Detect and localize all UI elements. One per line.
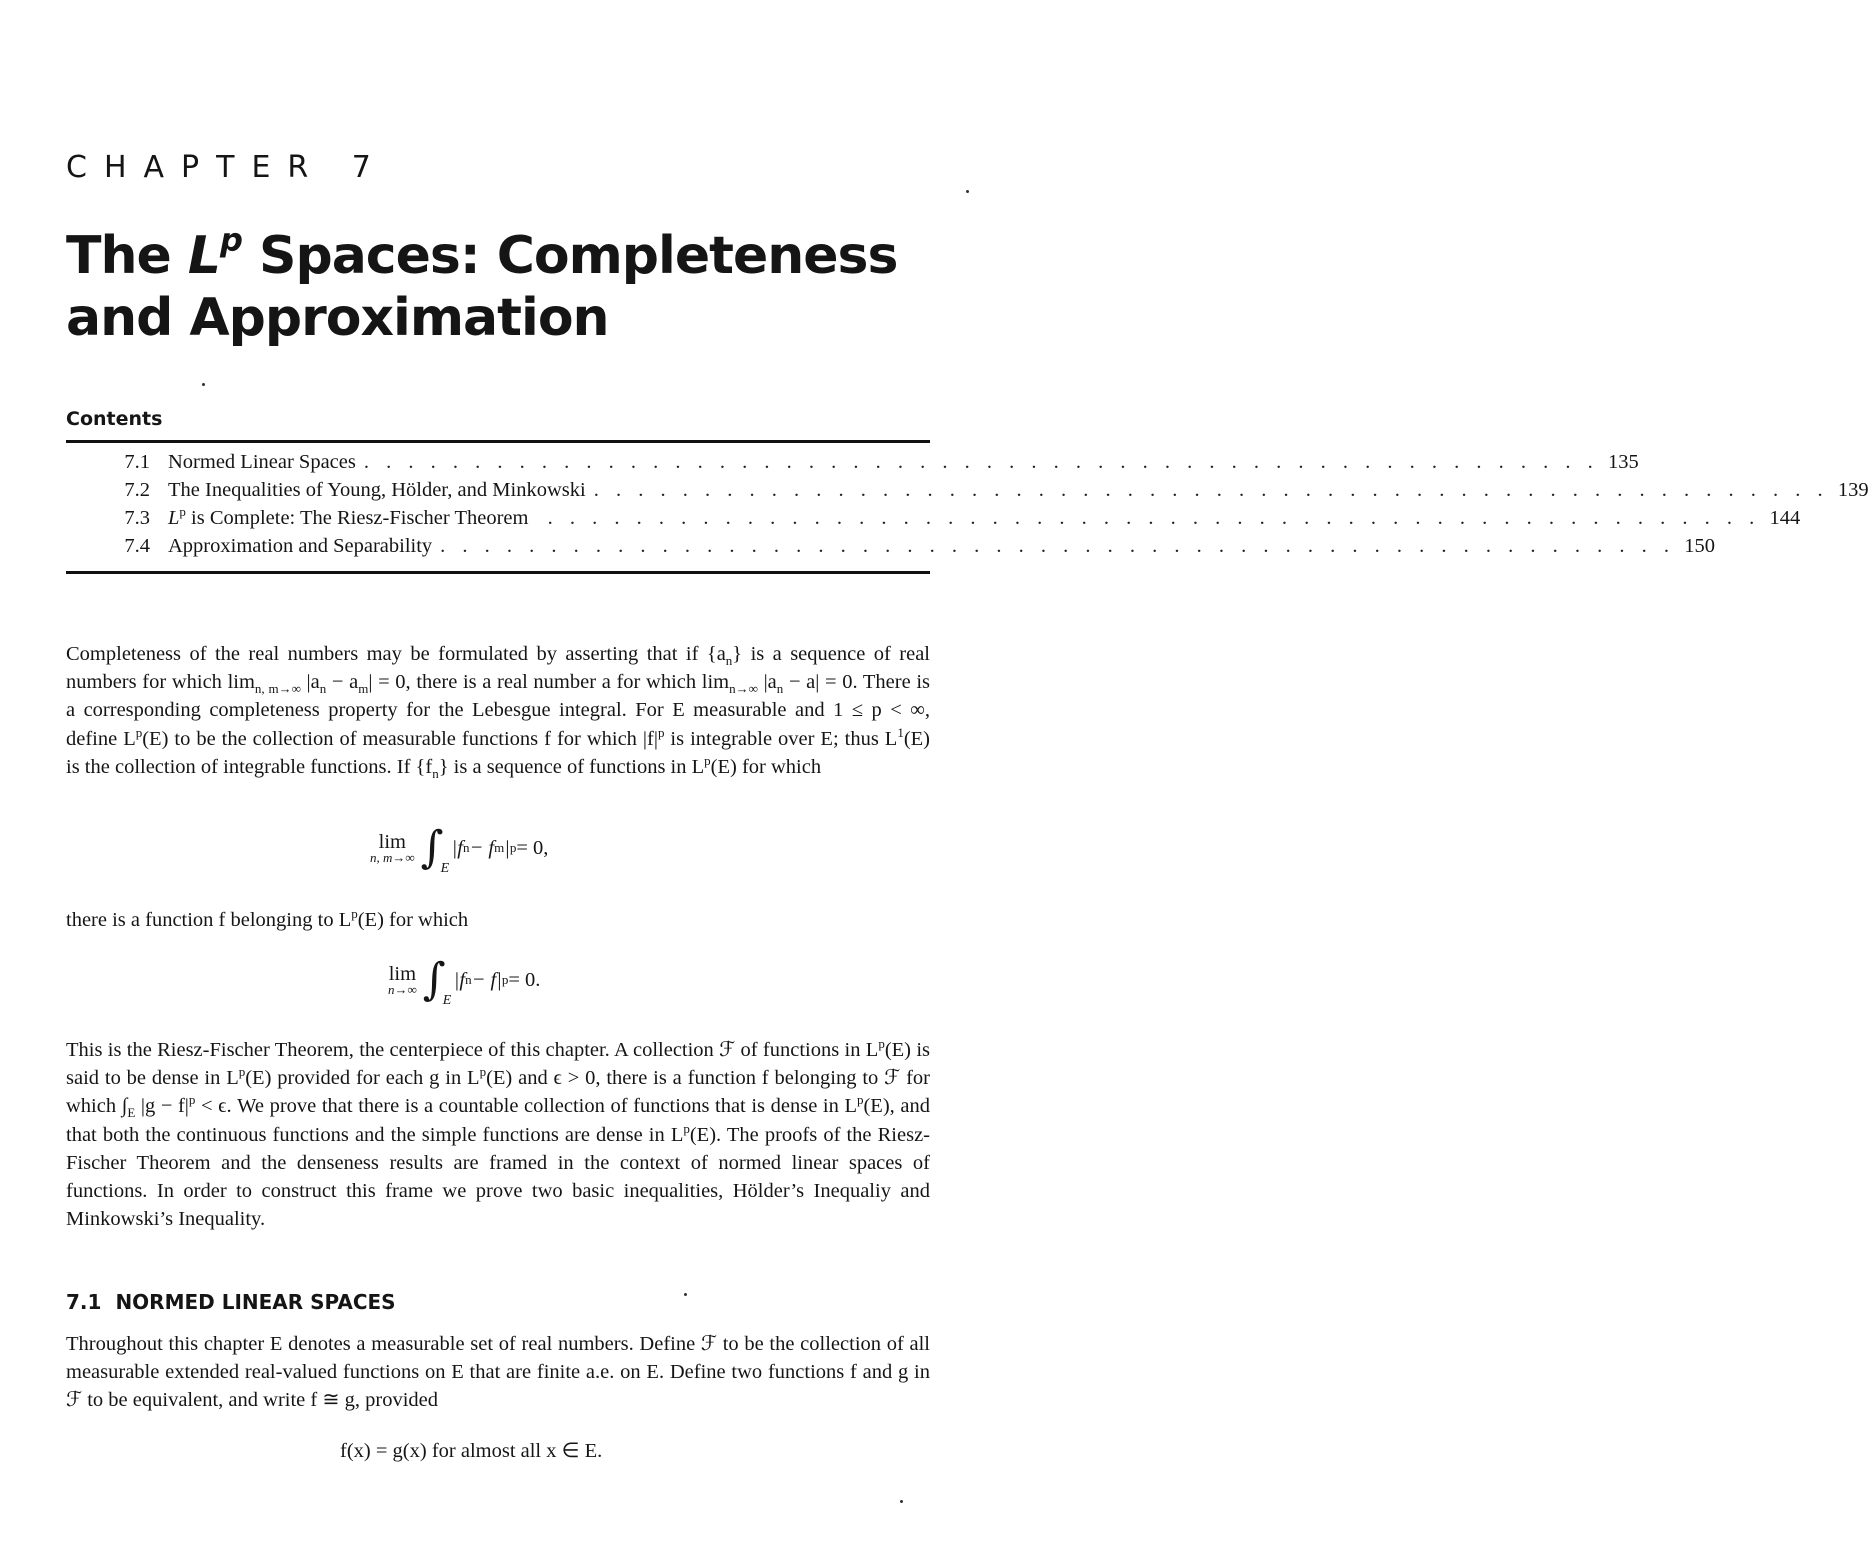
- body-paragraph-1: [66, 640, 930, 781]
- toc-entry-title-L: L: [168, 507, 180, 529]
- limit-subscript: n→∞: [388, 981, 417, 997]
- toc-entry-number: 7.4: [124, 535, 150, 557]
- integral-sign: [422, 954, 452, 1008]
- subscript: n: [725, 653, 733, 669]
- toc-entry-title: [150, 504, 529, 530]
- superscript: p: [878, 1036, 885, 1052]
- text-run: − a: [326, 671, 359, 694]
- text-run: } is a sequence of real numbers for which lim: [66, 643, 930, 694]
- text-run: |g − f|: [135, 1095, 189, 1118]
- subscript: n: [776, 681, 784, 697]
- integral-glyph: ∫: [422, 954, 446, 1005]
- chapter-label: CHAPTER 7: [66, 150, 388, 185]
- limit-subscript: n, m→∞: [370, 849, 415, 865]
- print-speck: [202, 383, 205, 386]
- lim-text: lim: [378, 830, 406, 853]
- print-speck: [966, 190, 969, 193]
- text-run: there is a function f belonging to L: [66, 909, 352, 931]
- equation-term: |: [504, 836, 510, 859]
- subscript: n: [319, 681, 327, 697]
- contents-rule-top: [66, 440, 930, 443]
- equation-convergence: lim n→∞ ∫ E |f n − f| p = 0.: [388, 954, 541, 1008]
- toc-entry-page: 144: [1769, 507, 1801, 529]
- text-run: (E) to be the collection of measurable functions f for which |f|: [142, 727, 658, 750]
- section-title: NORMED LINEAR SPACES: [115, 1290, 396, 1314]
- superscript: p: [135, 724, 143, 740]
- integral-glyph: ∫: [420, 822, 444, 873]
- toc-entry-page: 150: [1684, 535, 1716, 557]
- text-run: − a| = 0. There is a corresponding completeness property for the Lebesgue integral. For E measurable and 1 ≤ p < ∞, define L: [66, 671, 931, 750]
- superscript: p: [351, 906, 358, 922]
- text-run: This is the Riesz-Fischer Theorem, the centerpiece of this chapter. A collection ℱ of functions in L: [66, 1039, 879, 1061]
- subscript: m: [358, 681, 369, 697]
- integral-domain: E: [442, 993, 452, 1008]
- superscript: p: [704, 752, 711, 768]
- chapter-title: [66, 221, 966, 349]
- text-run: is integrable over E; thus L: [664, 727, 898, 750]
- toc-entry-page: 135: [1607, 451, 1639, 473]
- superscript: p: [238, 1064, 246, 1080]
- text-run: |a: [300, 671, 320, 694]
- lim-text: lim: [388, 962, 417, 985]
- contents-rule-bottom: [66, 571, 930, 574]
- equation-tail: = 0,: [516, 836, 549, 859]
- integral-domain: E: [440, 861, 450, 876]
- equation-tail: = 0.: [508, 968, 541, 991]
- toc-entry-title: Approximation and Separability: [168, 535, 433, 557]
- body-paragraph-3: [66, 1036, 930, 1233]
- text-run: } is a sequence of functions in L: [438, 755, 705, 778]
- subscript: n: [432, 765, 439, 781]
- text-run: (E), and that both the continuous functions and the simple functions are dense in L: [66, 1095, 930, 1146]
- limit-operator: [388, 963, 417, 998]
- text-run: (E) for which: [357, 909, 469, 931]
- chapter-title-prefix: The: [66, 226, 188, 286]
- toc-entry-number: 7.1: [124, 451, 150, 473]
- section-number: 7.1: [66, 1290, 102, 1314]
- toc-entry-title: The Inequalities of Young, Hölder, and Minkowski: [168, 479, 586, 501]
- chapter-title-L: L: [187, 226, 221, 286]
- text-run: (E) provided for each g in L: [245, 1067, 480, 1090]
- text-run: (E) for which: [710, 755, 822, 778]
- table-of-contents: [66, 451, 1869, 563]
- subscript: n→∞: [729, 681, 758, 697]
- contents-heading: Contents: [66, 408, 163, 430]
- toc-entry-title-rest: is Complete: The Riesz-Fischer Theorem: [185, 507, 529, 529]
- toc-entry-page: 139: [1837, 479, 1869, 501]
- print-speck: [900, 1500, 903, 1503]
- superscript: p: [683, 1120, 690, 1136]
- toc-leader-dots: . . . . . . . . . . . . . . . . . . . . . . . . . . . . . . . . . . . . . . . . . . . . . . . . . . . . . . . .: [593, 479, 1829, 501]
- toc-entry[interactable]: [66, 504, 1801, 535]
- toc-entry[interactable]: [66, 451, 1639, 479]
- superscript: p: [188, 1092, 196, 1108]
- equation-term: |f: [453, 968, 466, 991]
- chapter-title-line2: and Approximation: [66, 288, 609, 348]
- text-run: (E) is the collection of integrable functions. If {f: [66, 727, 930, 778]
- toc-entry[interactable]: [66, 535, 1716, 563]
- toc-entry-title-sup: p: [179, 504, 186, 520]
- toc-entry-number: 7.3: [124, 507, 150, 529]
- subscript: E: [127, 1105, 136, 1121]
- toc-entry[interactable]: [66, 479, 1869, 507]
- chapter-title-line1-rest: Spaces: Completeness: [241, 226, 898, 286]
- text-run: |a: [757, 671, 777, 694]
- toc-leader-dots: . . . . . . . . . . . . . . . . . . . . . . . . . . . . . . . . . . . . . . . . . . . . . . . . . . . . . . . .: [363, 451, 1599, 473]
- body-paragraph-4: Throughout this chapter E denotes a measurable set of real numbers. Define ℱ to be the collection of all measurable extended real-valued functions on E that are finite a.e. on E. Define two functions f and g in ℱ to be equivalent, and write f ≅ g, provided: [66, 1333, 930, 1412]
- toc-leader-dots: . . . . . . . . . . . . . . . . . . . . . . . . . . . . . . . . . . . . . . . . . . . . . . . . . . . . . . . .: [440, 535, 1676, 557]
- superscript: p: [856, 1092, 864, 1108]
- superscript: 1: [897, 724, 904, 740]
- limit-operator: [370, 831, 415, 866]
- subscript: n, m→∞: [254, 681, 301, 697]
- integral-sign: [420, 822, 450, 876]
- text-run: (E) and ϵ > 0, there is a function f belonging to ℱ for which ∫: [66, 1067, 930, 1118]
- text-run: Completeness of the real numbers may be formulated by asserting that if {a: [66, 643, 726, 665]
- chapter-title-sup: p: [220, 221, 242, 259]
- toc-entry-number: 7.2: [124, 479, 150, 501]
- text-run: (E). The proofs of the Riesz-Fischer Theorem and the denseness results are framed in the context of normed linear spaces of functions. In order to construct this frame we prove two basic inequalities, Hölder’s Inequaliy and Minkowski’s Inequality.: [66, 1123, 930, 1231]
- equation-term: − f|: [471, 968, 502, 991]
- equation-term: |f: [451, 836, 463, 859]
- equation-cauchy-limit: lim n, m→∞ ∫ E |f n − f m | p = 0,: [370, 822, 549, 876]
- superscript: p: [657, 724, 665, 740]
- print-speck: [684, 1293, 687, 1296]
- text-run: (E) is said to be dense in L: [66, 1039, 930, 1090]
- equation-equivalence: f(x) = g(x) for almost all x ∈ E.: [340, 1440, 603, 1462]
- superscript: p: [479, 1064, 487, 1080]
- text-run: < ϵ. We prove that there is a countable collection of functions that is dense in L: [195, 1095, 857, 1118]
- text-run: | = 0, there is a real number a for which lim: [368, 671, 730, 694]
- body-paragraph-2: [66, 906, 930, 934]
- equation-term: − f: [469, 836, 495, 859]
- section-heading: [66, 1290, 396, 1314]
- toc-leader-dots: . . . . . . . . . . . . . . . . . . . . . . . . . . . . . . . . . . . . . . . . . . . . . . . . . . . . . . .: [536, 507, 1761, 529]
- toc-entry-title: Normed Linear Spaces: [168, 451, 356, 473]
